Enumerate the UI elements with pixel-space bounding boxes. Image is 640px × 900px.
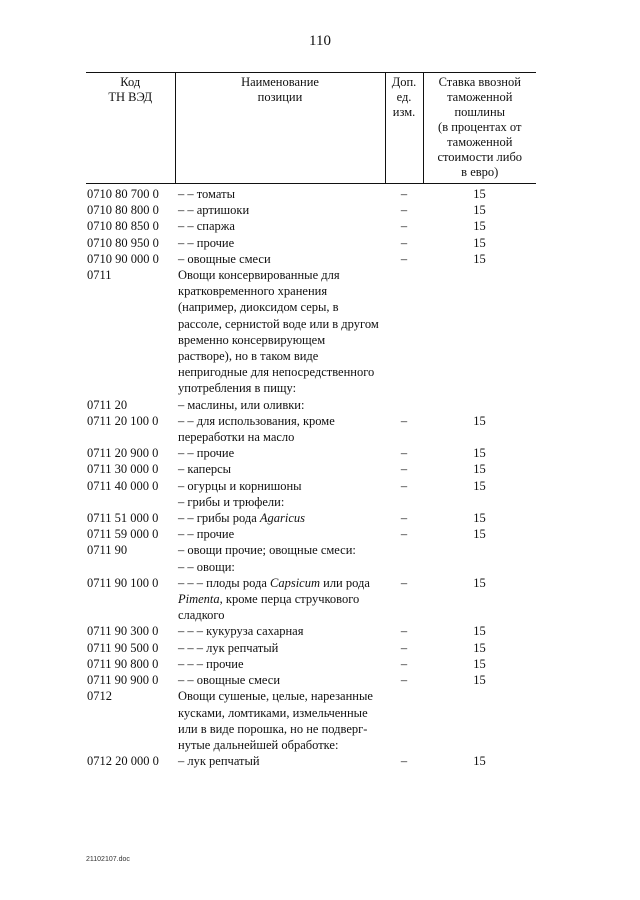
header-code	[86, 73, 175, 184]
row-rate: 15	[473, 413, 486, 428]
header-name-text: Наименование позиции	[241, 75, 319, 104]
table-row	[86, 413, 536, 445]
row-unit	[385, 559, 423, 575]
row-name: – – прочие	[178, 446, 235, 461]
row-rate: 15	[473, 446, 486, 461]
row-code: 0711 90	[87, 543, 128, 558]
row-code: 0711 90 800 0	[87, 656, 159, 671]
table-row	[86, 235, 536, 251]
row-name-latin: Capsicum	[270, 575, 320, 590]
row-unit: –	[400, 754, 408, 769]
table-row	[86, 623, 536, 639]
table-row	[86, 202, 536, 218]
row-code: 0711	[87, 268, 112, 283]
row-unit: –	[400, 462, 408, 477]
row-unit: –	[400, 640, 408, 655]
table-row	[86, 542, 536, 558]
table-row	[86, 575, 536, 624]
row-name: – овощные смеси	[178, 251, 271, 266]
row-code: 0710 80 950 0	[87, 235, 159, 250]
row-unit	[385, 688, 423, 753]
table-row	[86, 251, 536, 267]
row-code: 0711 59 000 0	[87, 527, 159, 542]
row-unit: –	[400, 446, 408, 461]
row-name: – лук репчатый	[178, 754, 260, 769]
header-unit-text: Доп. ед. изм.	[391, 75, 417, 119]
row-name: – – прочие	[178, 235, 235, 250]
row-name: – – для использования, кроме переработки на масло	[178, 413, 335, 445]
header-name	[175, 73, 385, 184]
row-name	[175, 575, 385, 624]
row-code: 0711 51 000 0	[87, 511, 159, 526]
table-row	[86, 478, 536, 494]
row-unit: –	[400, 478, 408, 493]
row-name: – огурцы и корнишоны	[178, 478, 302, 493]
row-name-text: – – грибы рода	[178, 511, 260, 526]
row-code: 0712 20 000 0	[87, 754, 159, 769]
page-number: 110	[309, 33, 331, 49]
row-rate: 15	[473, 203, 486, 218]
row-unit: –	[400, 511, 408, 526]
row-rate: 15	[473, 219, 486, 234]
row-name: – – овощи:	[178, 559, 235, 574]
row-rate	[423, 688, 536, 753]
table-row	[86, 494, 536, 510]
table-row	[86, 688, 536, 753]
table-row	[86, 656, 536, 672]
table-row	[86, 218, 536, 234]
row-name-text: или рода	[320, 575, 370, 590]
row-code: 0711 90 500 0	[87, 640, 159, 655]
header-rate-text: Ставка ввозной таможенной пошлины (в процентах от таможенной стоимости либо в евро)	[437, 75, 523, 179]
table-row	[86, 753, 536, 769]
row-code: 0711 30 000 0	[87, 462, 159, 477]
row-rate: 15	[473, 673, 486, 688]
table-row	[86, 267, 536, 397]
row-code: 0711 20 100 0	[87, 413, 159, 428]
row-name: – – томаты	[178, 187, 235, 201]
row-name	[175, 510, 385, 526]
row-name: – – спаржа	[178, 219, 235, 234]
table-row	[86, 640, 536, 656]
table-row	[86, 510, 536, 526]
row-name: Овощи консервированные для кратковременного хранения (например, диоксидом серы, в рассоле, сернистой воде или в другом временно консервирующем растворе), но в таком виде непригодные для непосредственного употребления в пищу:	[178, 268, 379, 396]
document-reference: 21102107.doc	[86, 856, 130, 863]
row-rate: 15	[473, 754, 486, 769]
row-name: – – овощные смеси	[178, 673, 281, 688]
row-rate: 15	[473, 624, 486, 639]
table-row	[86, 672, 536, 688]
row-unit: –	[400, 219, 408, 234]
row-code: 0711 20	[87, 397, 128, 412]
row-name: – овощи прочие; овощные смеси:	[178, 543, 356, 558]
row-code: 0711 40 000 0	[87, 478, 159, 493]
row-unit: –	[400, 413, 408, 428]
row-unit: –	[400, 624, 408, 639]
row-code: 0712	[87, 689, 112, 704]
row-rate	[423, 559, 536, 575]
header-code-text: Код ТН ВЭД	[108, 75, 153, 104]
row-code: 0710 80 800 0	[87, 203, 159, 218]
row-code: 0711 90 100 0	[87, 575, 159, 590]
row-rate	[423, 267, 536, 397]
row-rate: 15	[473, 235, 486, 250]
row-name: – каперсы	[178, 462, 232, 477]
row-name: – – артишоки	[178, 203, 250, 218]
row-name-text: , кроме перца стручкового сладкого	[178, 592, 360, 623]
table-header-row	[86, 73, 536, 184]
row-name: – – – прочие	[178, 656, 244, 671]
row-rate	[423, 397, 536, 413]
row-unit: –	[400, 203, 408, 218]
row-rate: 15	[473, 251, 486, 266]
row-rate: 15	[473, 656, 486, 671]
row-code: 0710 80 850 0	[87, 219, 159, 234]
row-name: – – – кукуруза сахарная	[178, 624, 304, 639]
row-rate	[423, 494, 536, 510]
row-rate: 15	[473, 511, 486, 526]
row-rate: 15	[473, 187, 486, 201]
table-row	[86, 184, 536, 203]
row-code: 0711 90 900 0	[87, 673, 159, 688]
row-unit	[385, 267, 423, 397]
row-code: 0710 90 000 0	[87, 251, 159, 266]
row-unit: –	[400, 527, 408, 542]
row-code: 0711 90 300 0	[87, 624, 159, 639]
table-row	[86, 461, 536, 477]
row-name-text: – – – плоды рода	[178, 575, 270, 590]
header-rate	[423, 73, 536, 184]
row-unit	[385, 397, 423, 413]
row-unit: –	[400, 187, 408, 201]
row-name: – – прочие	[178, 527, 235, 542]
row-rate: 15	[473, 478, 486, 493]
row-name-latin: Pimenta	[178, 592, 220, 607]
row-name: – – – лук репчатый	[178, 640, 279, 655]
row-rate	[423, 542, 536, 558]
row-rate: 15	[473, 527, 486, 542]
row-name: Овощи сушеные, целые, нарезанные кусками, ломтиками, измельченные или в виде порошка, но не подверг-нутые дальнейшей обработке:	[178, 689, 373, 752]
table-row	[86, 397, 536, 413]
row-code: 0710 80 700 0	[87, 187, 159, 201]
tariff-table	[86, 72, 536, 769]
table-row	[86, 445, 536, 461]
row-unit	[385, 542, 423, 558]
row-unit: –	[400, 235, 408, 250]
row-rate: 15	[473, 640, 486, 655]
header-unit	[385, 73, 423, 184]
table-row	[86, 559, 536, 575]
row-code: 0711 20 900 0	[87, 446, 159, 461]
table-row	[86, 526, 536, 542]
row-code	[86, 494, 175, 510]
row-name-latin: Agaricus	[259, 511, 306, 526]
row-name: – маслины, или оливки:	[178, 397, 305, 412]
row-name: – грибы и трюфели:	[178, 494, 285, 509]
row-rate: 15	[473, 575, 486, 590]
row-rate: 15	[473, 462, 486, 477]
row-code	[86, 559, 175, 575]
row-unit: –	[400, 251, 408, 266]
row-unit	[385, 494, 423, 510]
row-unit: –	[400, 673, 408, 688]
row-unit: –	[400, 656, 408, 671]
row-unit: –	[400, 575, 408, 590]
